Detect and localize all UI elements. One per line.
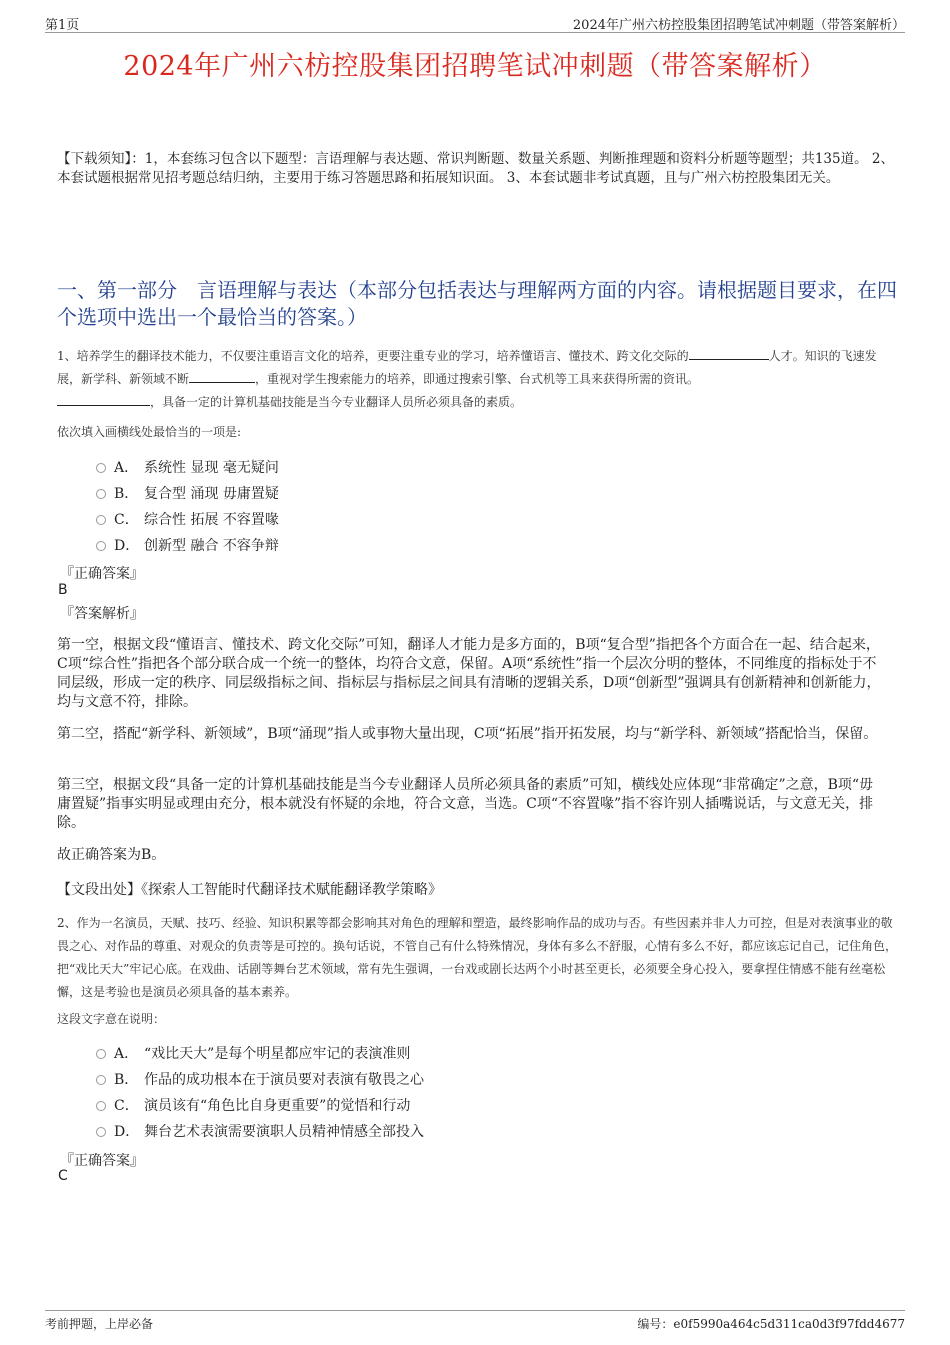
q2-prompt: 这段文字意在说明：: [57, 1012, 166, 1026]
page-footer: [45, 1310, 905, 1331]
page-number: 第1页: [45, 18, 80, 33]
analysis-paragraph: 故正确答案为B。: [57, 847, 166, 863]
option-letter: C．: [114, 1098, 139, 1114]
option-text: 作品的成功根本在于演员要对表演有敬畏之心: [144, 1072, 424, 1088]
q1-option-a[interactable]: [96, 457, 279, 477]
q1-option-d[interactable]: [96, 535, 279, 555]
q1-text-part-b: 人才。知识的飞速发展，新学科、新领域不断: [57, 349, 877, 386]
option-letter: B．: [114, 1072, 139, 1088]
page-title: 2024年广州六枋控股集团招聘笔试冲刺题（带答案解析）: [123, 51, 827, 82]
option-letter: A．: [114, 460, 139, 476]
option-text: 综合性 拓展 不容置喙: [144, 512, 279, 528]
q2-option-d[interactable]: [96, 1121, 424, 1141]
q1-prompt: 依次填入画横线处最恰当的一项是:: [57, 425, 242, 439]
q1-option-c[interactable]: [96, 509, 279, 529]
download-notice: 【下载须知】：1，本套练习包含以下题型：言语理解与表达题、常识判断题、数量关系题、判断推理题和资料分析题等题型；共135道。 2、本套试题根据常见招考题总结归纳，主要用于练习答题思路和拓展知识面。 3、本套试题非考试真题，且与广州六枋控股集团无关。: [57, 151, 894, 186]
q1-answer: B: [58, 582, 68, 598]
q1-source: 【文段出处】《探索人工智能时代翻译技术赋能翻译教学策略》: [57, 882, 442, 898]
blank-2: [189, 368, 255, 383]
option-letter: D．: [114, 1124, 140, 1140]
option-text: 演员该有“角色比自身更重要”的觉悟和行动: [144, 1098, 411, 1114]
radio-icon[interactable]: [96, 541, 106, 551]
question-2-text: 2、作为一名演员，天赋、技巧、经验、知识积累等都会影响其对角色的理解和塑造，最终影响作品的成功与否。有些因素并非人力可控，但是对表演事业的敬畏之心、对作品的尊重、对观众的负责等是可控的。换句话说，不管自己有什么特殊情况，身体有多么不舒服，心情有多么不好，都应该忘记自己，记住角色，把“戏比天大”牢记心底。在戏曲、话剧等舞台艺术领域，常有先生强调，一台戏或剧长达两个小时甚至更长，必须要全身心投入，要拿捏住情感不能有丝毫松懈，这是考验也是演员必须具备的基本素养。: [57, 916, 898, 999]
radio-icon[interactable]: [96, 463, 106, 473]
radio-icon[interactable]: [96, 1101, 106, 1111]
q2-option-c[interactable]: [96, 1095, 410, 1115]
option-letter: C．: [114, 512, 139, 528]
analysis-paragraph: 第一空，根据文段“懂语言、懂技术、跨文化交际”可知，翻译人才能力是多方面的，B项“复合型”指把各个方面合在一起、结合起来，C项“综合性”指把各个部分联合成一个统一的整体，均符合文意，保留。A项“系统性”指一个层次分明的整体，不同维度的指标处于不同层级，形成一定的秩序、同层级指标之间、指标层与指标层之间具有清晰的逻辑关系，D项“创新型”强调具有创新精神和创新能力，均与文意不符，排除。: [57, 637, 881, 710]
header-doc-title: 2024年广州六枋控股集团招聘笔试冲刺题（带答案解析）: [572, 18, 905, 33]
q2-answer-label: 『正确答案』: [60, 1153, 144, 1169]
footer-serial: 编号：e0f5990a464c5d311ca0d3f97fdd4677: [637, 1317, 905, 1331]
radio-icon[interactable]: [96, 1075, 106, 1085]
question-1-text: [57, 345, 897, 414]
q1-analysis-label: 『答案解析』: [60, 606, 144, 622]
option-text: 复合型 涌现 毋庸置疑: [144, 486, 279, 502]
analysis-paragraph: 第三空，根据文段“具备一定的计算机基础技能是当今专业翻译人员所必须具备的素质”可知，横线处应体现“非常确定”之意，B项“毋庸置疑”指事实明显或理由充分，根本就没有怀疑的余地，符合文意，当选。C项“不容置喙”指不容许别人插嘴说话，与文意无关，排除。: [57, 777, 874, 831]
analysis-paragraph: 第二空，搭配“新学科、新领域”，B项“涌现”指人或事物大量出现，C项“拓展”指开拓发展，均与“新学科、新领域”搭配恰当，保留。: [57, 726, 878, 742]
page-header: [45, 12, 905, 33]
option-text: 系统性 显现 毫无疑问: [144, 460, 279, 476]
q2-option-a[interactable]: [96, 1043, 410, 1063]
radio-icon[interactable]: [96, 515, 106, 525]
q1-text-part-d: ，具备一定的计算机基础技能是当今专业翻译人员所必须具备的素质。: [150, 395, 523, 409]
q1-text-part-c: ，重视对学生搜索能力的培养，即通过搜索引擎、台式机等工具来获得所需的资讯。: [255, 372, 700, 386]
blank-1: [689, 345, 769, 360]
q1-option-b[interactable]: [96, 483, 279, 503]
blank-3: [57, 391, 150, 406]
q1-answer-label: 『正确答案』: [60, 566, 144, 582]
option-text: 舞台艺术表演需要演职人员精神情感全部投入: [144, 1124, 424, 1140]
option-letter: D．: [114, 538, 140, 554]
radio-icon[interactable]: [96, 489, 106, 499]
option-text: 创新型 融合 不容争辩: [144, 538, 279, 554]
q2-answer: C: [58, 1168, 68, 1184]
section-heading: 一、第一部分 言语理解与表达（本部分包括表达与理解两方面的内容。请根据题目要求，在四个选项中选出一个最恰当的答案。）: [57, 278, 897, 329]
q1-text-part-a: 1、培养学生的翻译技术能力，不仅要注重语言文化的培养，更要注重专业的学习，培养懂语言、懂技术、跨文化交际的: [57, 349, 689, 363]
footer-slogan: 考前押题，上岸必备: [45, 1317, 154, 1331]
option-letter: B．: [114, 486, 139, 502]
q2-option-b[interactable]: [96, 1069, 424, 1089]
option-letter: A．: [114, 1046, 139, 1062]
option-text: “戏比天大”是每个明星都应牢记的表演准则: [144, 1046, 411, 1062]
radio-icon[interactable]: [96, 1127, 106, 1137]
radio-icon[interactable]: [96, 1049, 106, 1059]
